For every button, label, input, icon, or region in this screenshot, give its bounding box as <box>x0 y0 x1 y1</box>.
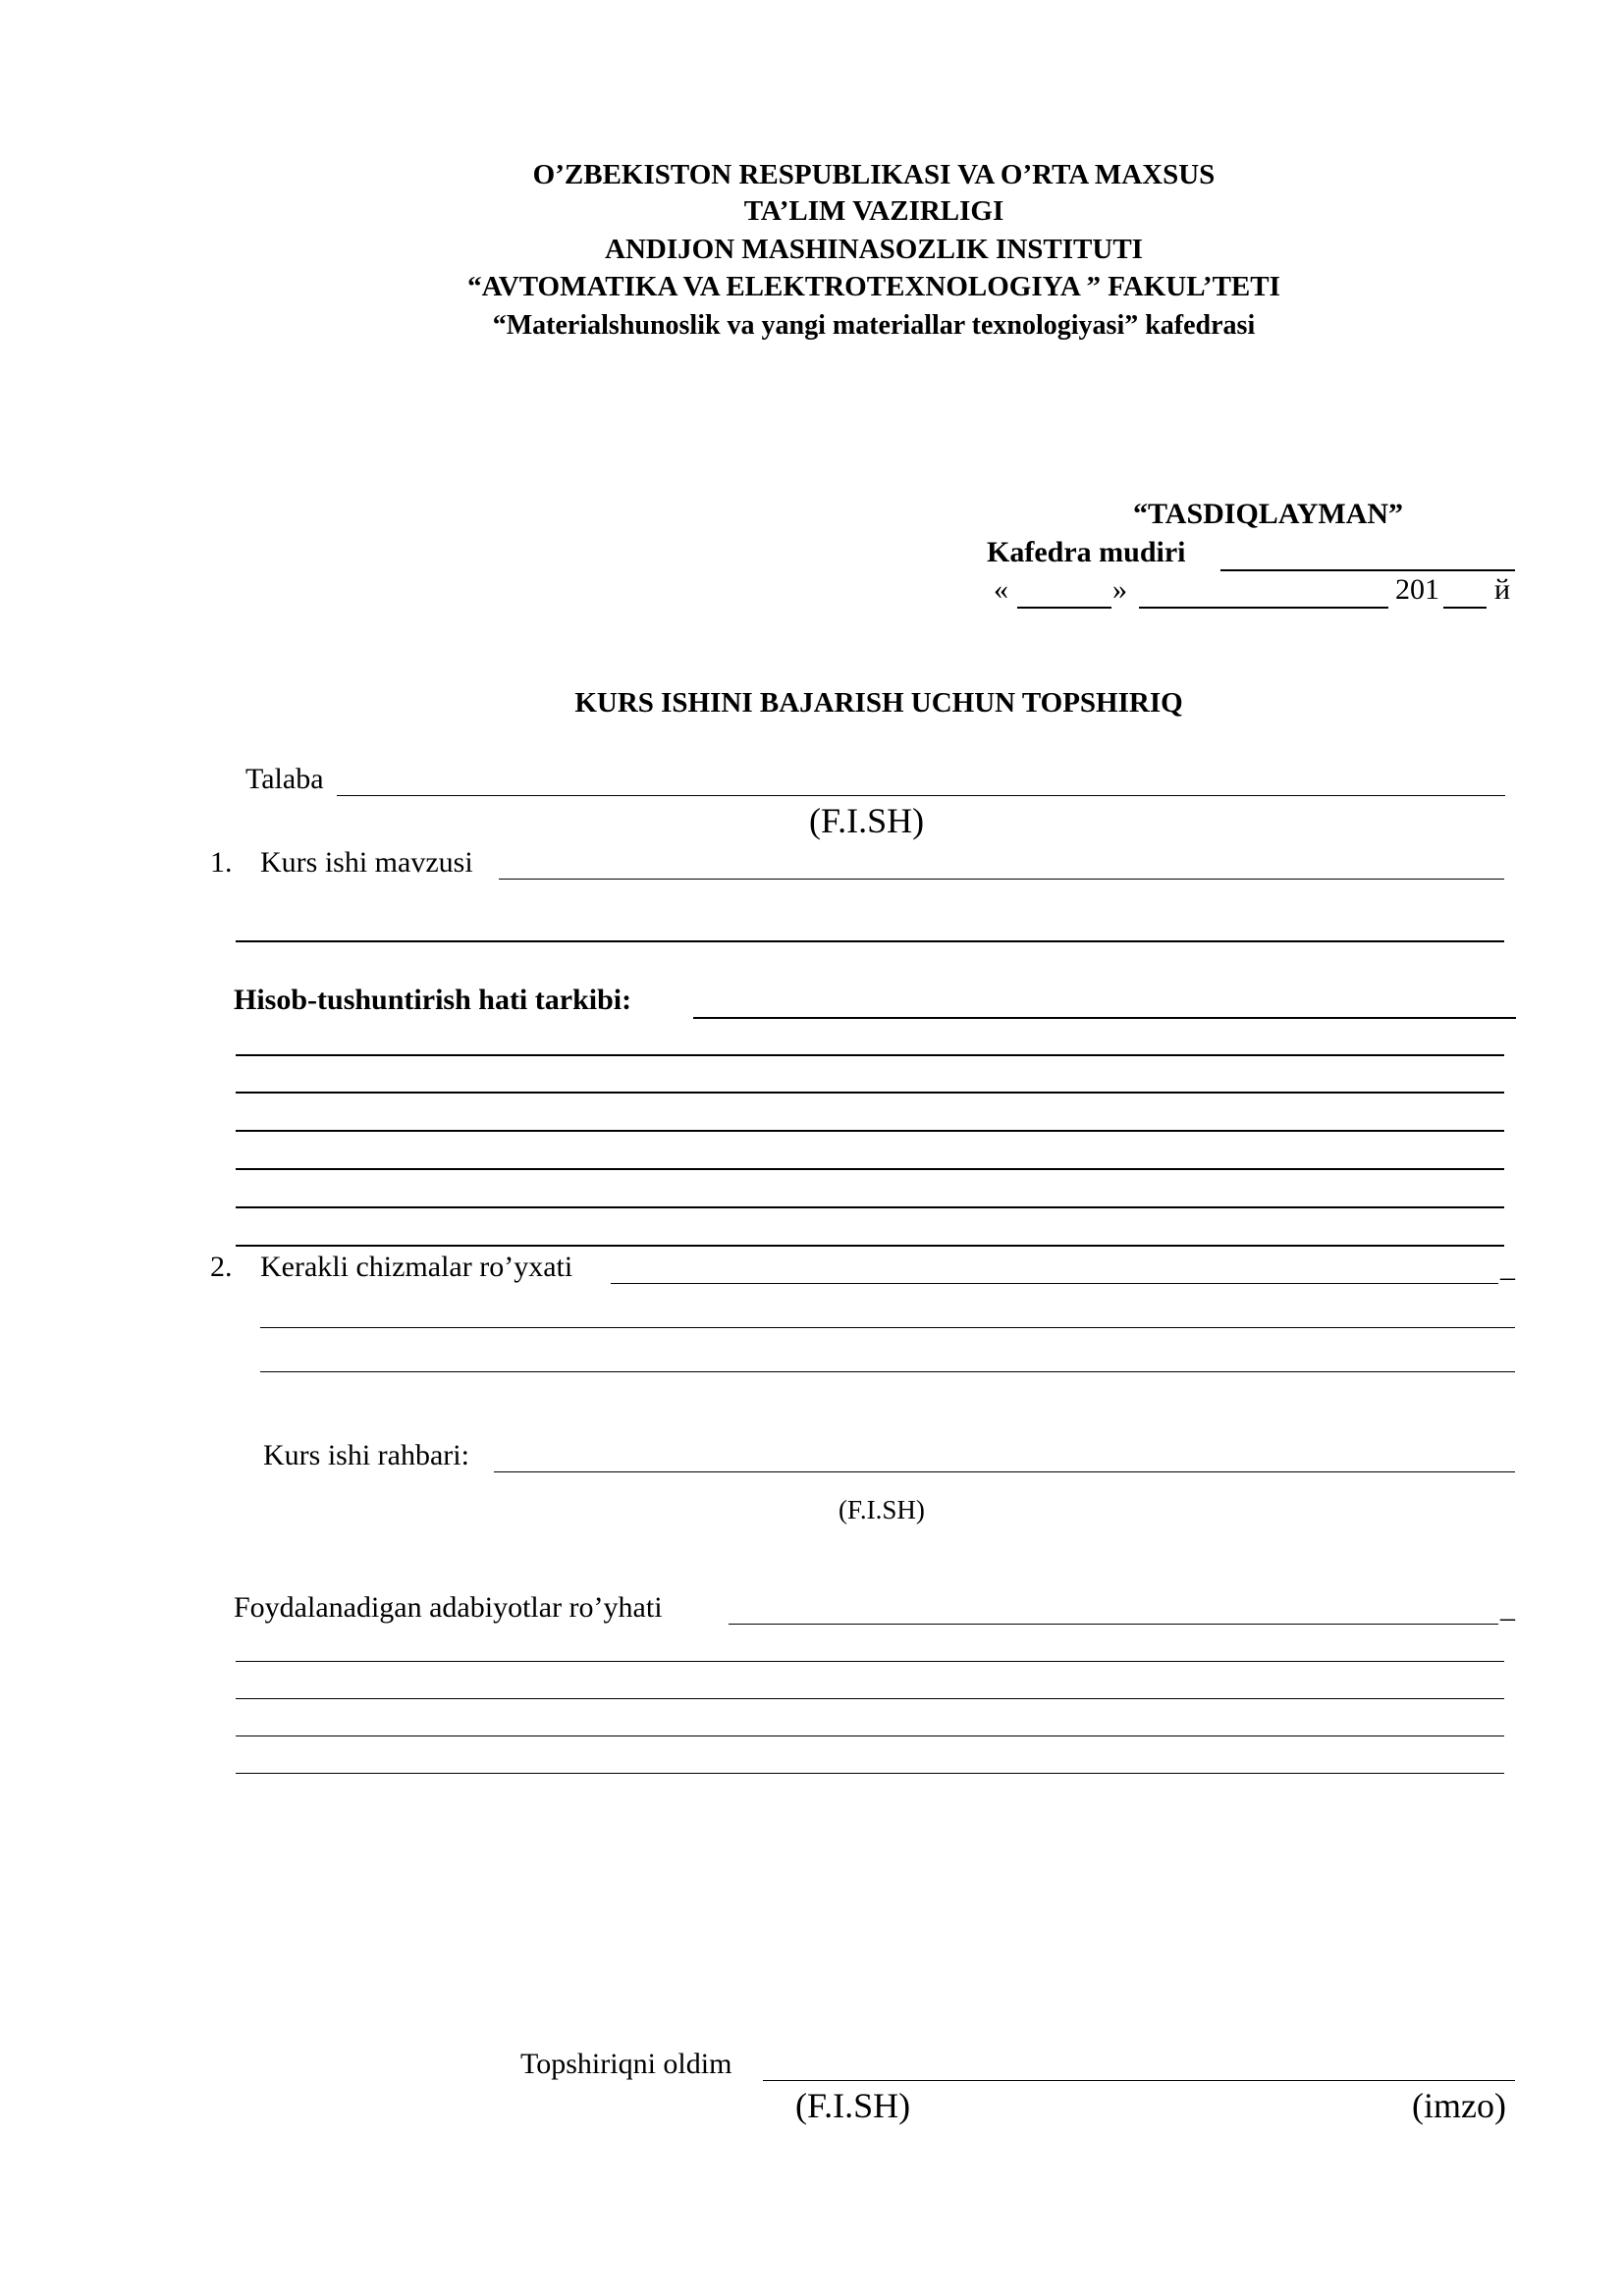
supervisor-fish-caption: (F.I.SH) <box>839 1495 925 1524</box>
received-signature-caption: (imzo) <box>1412 2086 1506 2125</box>
contents-line-4 <box>236 1168 1504 1170</box>
received-fish-caption: (F.I.SH) <box>795 2086 911 2125</box>
contents-line-0 <box>693 1017 1516 1019</box>
date-close-quote: » <box>1112 573 1127 606</box>
date-month-line <box>1139 607 1388 609</box>
ministry-line-1: O’ZBEKISTON RESPUBLIKASI VA O’RTA MAXSUS <box>532 159 1216 190</box>
contents-line-6 <box>236 1245 1504 1247</box>
literature-trail: _ <box>1500 1591 1515 1624</box>
contents-line-1 <box>236 1054 1504 1056</box>
approval-title: “TASDIQLAYMAN” <box>1133 498 1404 530</box>
institute-name: ANDIJON MASHINASOZLIK INSTITUTI <box>605 234 1143 265</box>
date-year: 201 <box>1395 573 1439 606</box>
student-label: Talaba <box>245 763 324 795</box>
item2-drawings-line <box>611 1283 1498 1284</box>
literature-line-0 <box>729 1624 1498 1625</box>
date-year-line <box>1443 607 1487 609</box>
item2-trail: _ <box>1500 1251 1515 1283</box>
contents-line-3 <box>236 1130 1504 1132</box>
student-fish-caption: (F.I.SH) <box>809 801 925 840</box>
date-open-quote: « <box>994 573 1008 606</box>
literature-line-2 <box>236 1698 1504 1699</box>
contents-line-5 <box>236 1206 1504 1208</box>
literature-line-4 <box>236 1773 1504 1774</box>
date-day-line <box>1017 607 1111 609</box>
document-title: KURS ISHINI BAJARISH UCHUN TOPSHIRIQ <box>574 687 1183 719</box>
item1-label: Kurs ishi mavzusi <box>260 846 473 879</box>
received-label: Topshiriqni oldim <box>520 2048 732 2080</box>
received-signature-line <box>763 2080 1515 2081</box>
head-of-department-label: Kafedra mudiri <box>987 536 1186 568</box>
faculty-name: “AVTOMATIKA VA ELEKTROTEXNOLOGIYA ” FAKUL’TETI <box>467 271 1280 302</box>
department-name: “Materialshunoslik va yangi materiallar texnologiyasi” kafedrasi <box>492 310 1256 341</box>
date-year-suffix: й <box>1494 573 1511 606</box>
item2-number: 2. <box>210 1251 233 1283</box>
student-name-line <box>337 795 1505 796</box>
contents-line-2 <box>236 1092 1504 1094</box>
head-signature-line <box>1220 569 1515 571</box>
literature-label: Foydalanadigan adabiyotlar ro’yhati <box>234 1591 663 1624</box>
supervisor-name-line <box>494 1471 1515 1472</box>
item1-topic-line-2 <box>236 940 1504 942</box>
item2-label: Kerakli chizmalar ro’yxati <box>260 1251 573 1283</box>
item1-topic-line <box>499 879 1504 880</box>
ministry-line-2: TA’LIM VAZIRLIGI <box>743 195 1004 227</box>
contents-label: Hisob-tushuntirish hati tarkibi: <box>234 984 632 1016</box>
item2-drawings-line-2 <box>260 1327 1515 1328</box>
literature-line-1 <box>236 1661 1504 1662</box>
item1-number: 1. <box>210 846 233 879</box>
literature-line-3 <box>236 1735 1504 1736</box>
item2-drawings-line-3 <box>260 1371 1515 1372</box>
supervisor-label: Kurs ishi rahbari: <box>263 1439 469 1471</box>
